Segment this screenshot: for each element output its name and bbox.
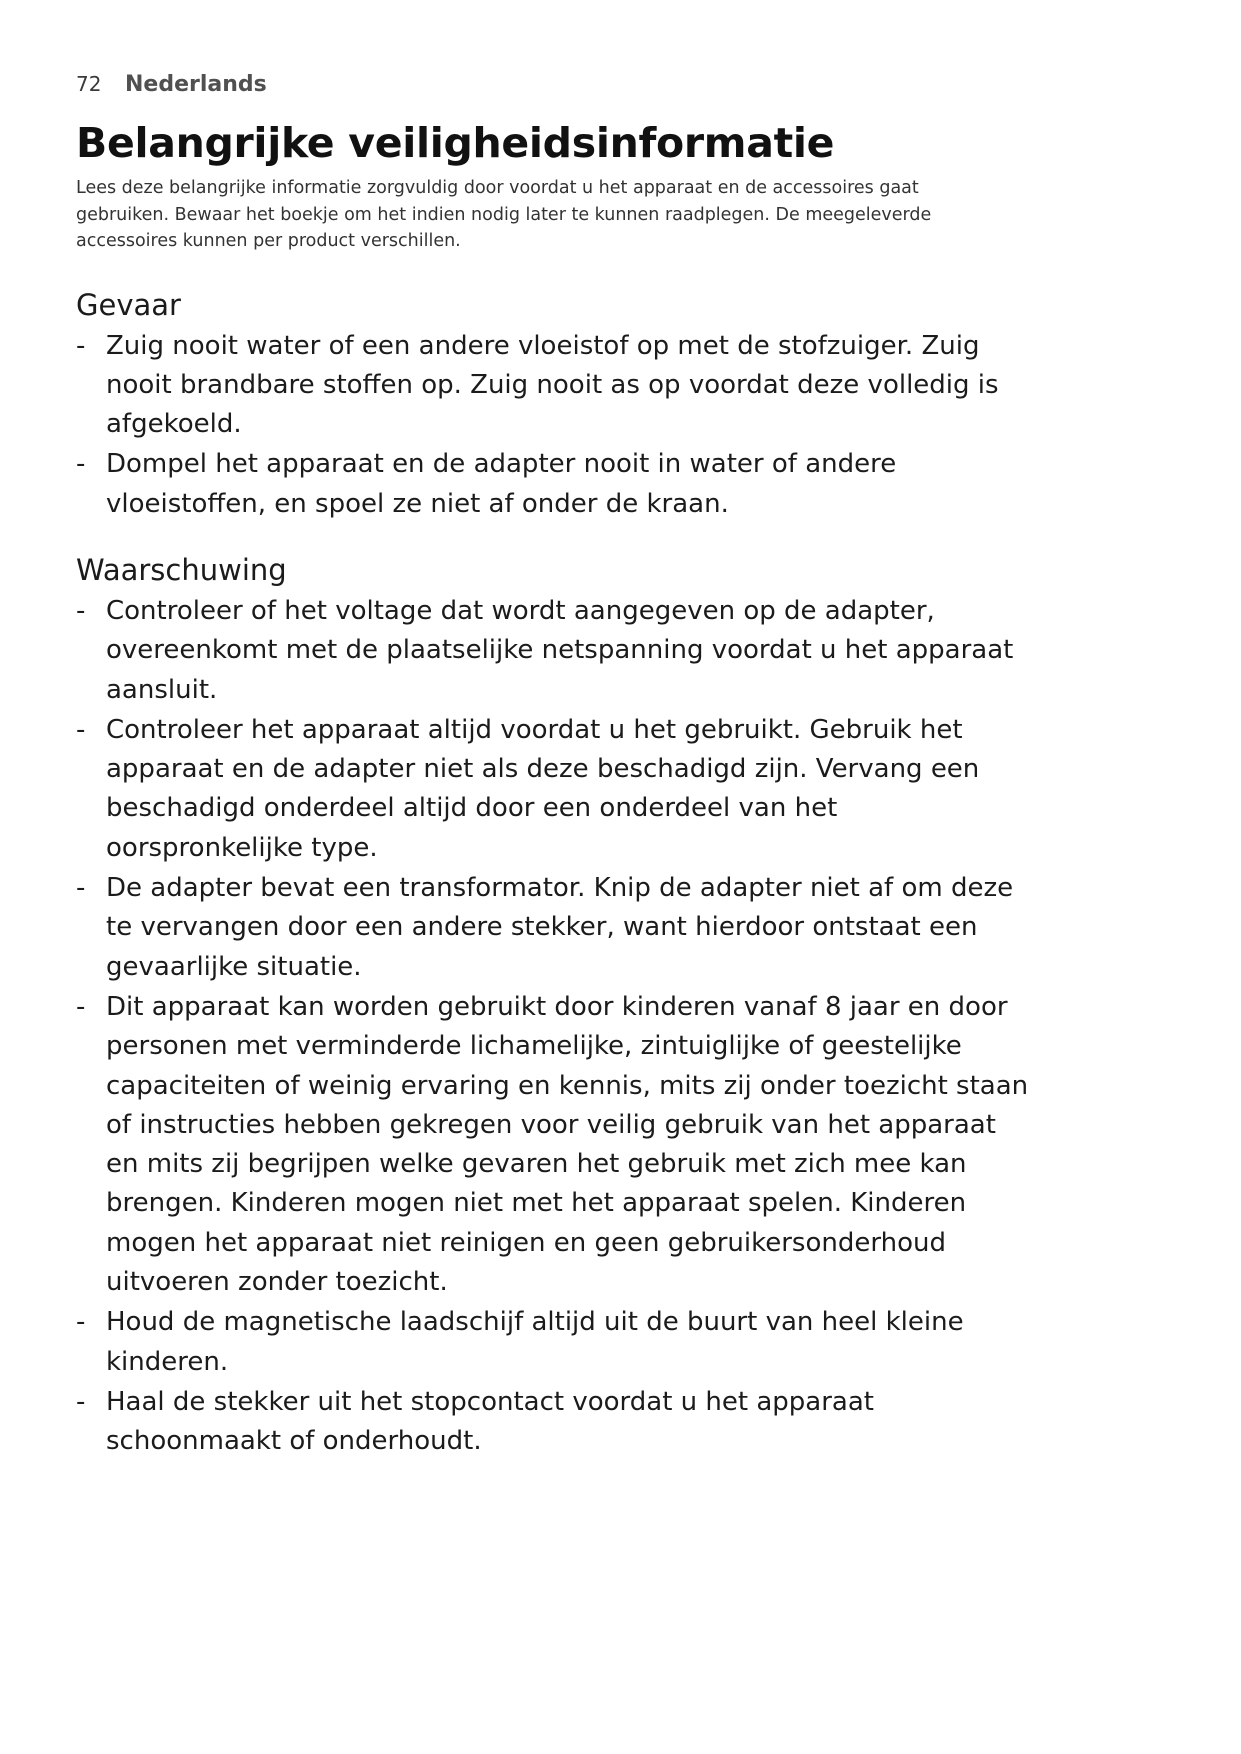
list-item-text: Haal de stekker uit het stopcontact voordat u het apparaat schoonmaakt of onderhoudt. [106, 1386, 874, 1457]
list-item [76, 592, 1036, 710]
document-page [76, 68, 1036, 1463]
running-header [76, 68, 1036, 100]
list-item-text: Controleer of het voltage dat wordt aangegeven op de adapter, overeenkomt met de plaatselijke netspanning voordat u het apparaat aansluit. [106, 595, 1014, 705]
section-gevaar [76, 285, 1036, 524]
dash-bullet: - [76, 1307, 86, 1338]
section-waarschuwing [76, 550, 1036, 1462]
list-item-text: Dit apparaat kan worden gebruikt door kinderen vanaf 8 jaar en door personen met verminderde lichamelijke, zintuiglijke of geestelijke capaciteiten of weinig ervaring en kennis, mits zij onder toezicht staan of instructies hebben gekregen voor veilig gebruik van het apparaat en mits zij begrijpen welke gevaren het gebruik met zich mee kan brengen. Kinderen mogen niet met het apparaat spelen. Kinderen mogen het apparaat niet reinigen en geen gebruikersonderhoud uitvoeren zonder toezicht. [106, 991, 1029, 1298]
list-item [76, 1303, 1036, 1382]
list-item-text: Dompel het apparaat en de adapter nooit in water of andere vloeistoffen, en spoel ze niet af onder de kraan. [106, 449, 897, 519]
list-item [76, 327, 1036, 445]
dash-bullet: - [76, 330, 86, 361]
section-heading: Waarschuwing [76, 552, 287, 587]
dash-bullet: - [76, 991, 86, 1022]
dash-bullet: - [76, 714, 86, 745]
dash-bullet: - [76, 449, 86, 480]
dash-bullet: - [76, 595, 86, 626]
bullet-list [76, 592, 1036, 1462]
list-item-text: Houd de magnetische laadschijf altijd uit de buurt van heel kleine kinderen. [106, 1307, 964, 1377]
list-item-text: Zuig nooit water of een andere vloeistof op met de stofzuiger. Zuig nooit brandbare stoffen op. Zuig nooit as op voordat deze volledig is afgekoeld. [106, 330, 999, 440]
list-item [76, 869, 1036, 987]
bullet-list [76, 327, 1036, 524]
language-label: Nederlands [125, 71, 267, 97]
list-item [76, 445, 1036, 524]
page-number: 72 [76, 72, 102, 96]
page-title: Belangrijke veiligheidsinformatie [76, 119, 835, 167]
intro-paragraph: Lees deze belangrijke informatie zorgvuldig door voordat u het apparaat en de accessoires gaat gebruiken. Bewaar het boekje om het indien nodig later te kunnen raadplegen. De meegeleverde accessoires kunnen per product verschillen. [76, 178, 932, 251]
list-item [76, 711, 1036, 868]
list-item-text: Controleer het apparaat altijd voordat u het gebruikt. Gebruik het apparaat en de adapter niet als deze beschadigd zijn. Vervang een beschadigd onderdeel altijd door een onderdeel van het oorspronkelijke type. [106, 714, 980, 863]
dash-bullet: - [76, 1386, 86, 1417]
section-heading: Gevaar [76, 287, 181, 322]
dash-bullet: - [76, 873, 86, 904]
list-item [76, 988, 1036, 1302]
list-item-text: De adapter bevat een transformator. Knip de adapter niet af om deze te vervangen door een andere stekker, want hierdoor ontstaat een gevaarlijke situatie. [106, 873, 1014, 982]
list-item [76, 1383, 1036, 1462]
